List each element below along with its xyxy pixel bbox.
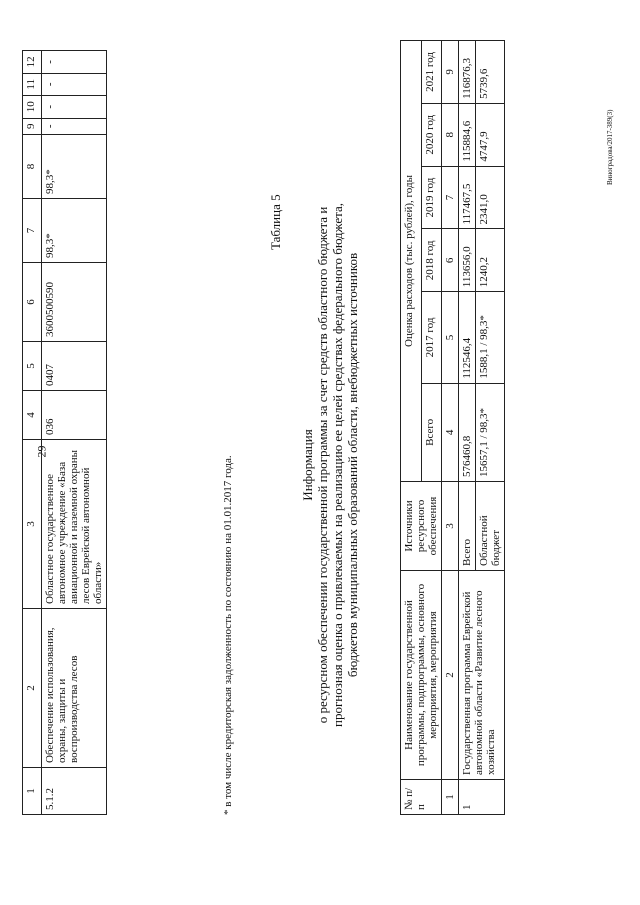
cell: Обеспечение использования, охраны, защиты и воспроизводства лесов [42,609,107,768]
val: 117467,5 [459,166,476,229]
cell: - [42,118,107,134]
cell: 5.1.2 [42,768,107,815]
footnote: * в том числе кредиторская задолженность по состоянию на 01.01.2017 года. [222,455,234,815]
heading-title: Информация [300,429,315,501]
year-2017: 2017 год [421,292,442,383]
val: 5739,6 [476,41,505,104]
t2-h-src: Источники ресурсного обеспечения [401,482,442,571]
n3: 3 [442,482,459,571]
val: 4747,9 [476,103,505,166]
n4: 4 [442,383,459,481]
year-total: Всего [421,383,442,481]
t1-h11: 11 [23,73,42,95]
n1: 1 [442,780,459,815]
t2-h-num: № п/п [401,780,442,815]
t1-h1: 1 [23,768,42,815]
val: 2341,0 [476,166,505,229]
t1-h5: 5 [23,342,42,391]
val: 115884,6 [459,103,476,166]
val: 1240,2 [476,229,505,292]
cell: - [42,73,107,95]
val: 113656,0 [459,229,476,292]
val: 112546,4 [459,292,476,383]
src: Всего [459,482,476,571]
n6: 6 [442,229,459,292]
t1-h6: 6 [23,263,42,342]
t1-h7: 7 [23,199,42,263]
t1-h12: 12 [23,51,42,74]
table-row [459,41,476,815]
val: 576460,8 [459,383,476,481]
src: Областной бюджет [476,482,505,571]
table-row [42,51,107,815]
expense-table [22,50,107,815]
resource-table [400,40,505,815]
val: 116876,3 [459,41,476,104]
val: 1588,1 / 98,3* [476,292,505,383]
cell: 98,3* [42,135,107,199]
heading-body: о ресурсном обеспечении государственной программы за счет средств областного бюджета и прогнозная оценка о привлекаемых на реализацию ее целей средствах федерального бюджета, бюджетов муниципальных образований области, внебюджетных источников [315,203,360,727]
cell: - [42,95,107,118]
year-2020: 2020 год [421,103,442,166]
n2: 2 [442,571,459,780]
n7: 7 [442,166,459,229]
t1-h3: 3 [23,440,42,609]
t1-h8: 8 [23,135,42,199]
t2-h-est: Оценка расходов (тыс. рублей), годы [401,41,422,482]
cell: Областное государственное автономное учреждение «База авиационной и наземной охраны лесов Еврейской автономной области» [42,440,107,609]
prog-name: Государственная программа Еврейской автономной области «Развитие лесного хозяйства [459,571,505,780]
n9: 9 [442,41,459,104]
t1-h2: 2 [23,609,42,768]
n5: 5 [442,292,459,383]
cell: 98,3* [42,199,107,263]
t1-h10: 10 [23,95,42,118]
doc-stamp: Виноградова/2017-389(3) [606,109,614,185]
year-2019: 2019 год [421,166,442,229]
val: 15657,1 / 98,3* [476,383,505,481]
page-number: 29 [34,445,49,458]
section-heading [300,185,360,745]
t2-h-name: Наименование государственной программы, подпрограммы, основного мероприятия, мероприятия [401,571,442,780]
t1-h9: 9 [23,118,42,134]
t1-h4: 4 [23,391,42,440]
year-2021: 2021 год [421,41,442,104]
prog-num: 1 [459,780,505,815]
year-2018: 2018 год [421,229,442,292]
n8: 8 [442,103,459,166]
cell: 3600500590 [42,263,107,342]
table-caption: Таблица 5 [268,194,283,250]
cell: 036 [42,391,107,440]
cell: - [42,51,107,74]
cell: 0407 [42,342,107,391]
